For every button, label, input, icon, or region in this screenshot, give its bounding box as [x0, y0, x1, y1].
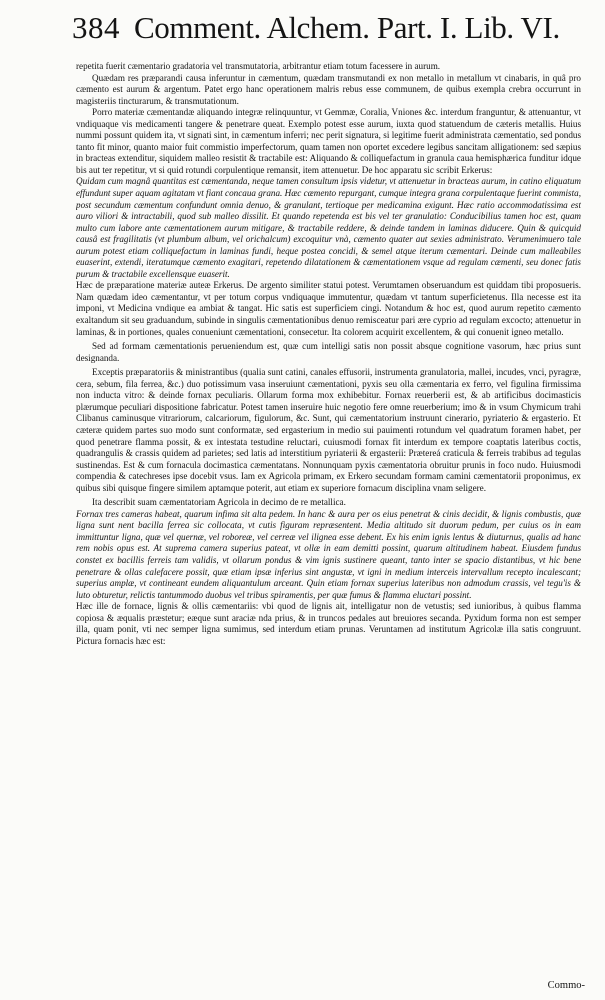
- erkerus-quotation: Quidam cum magnâ quantitas est cæmentanda, neque tamen consultum ipsis videtur, vt attenuetur in bracteas aurum, in catino eliquatum effundunt super aquam agitatam vt fiant concaua grana. Hæc cæmento repurgant, cumque integra grana corpulentaque fuerint commista, post secundum cæmentum confundunt omnia denuo, & granulant, tertioque per medicamina exigunt. Hæc ratio accommodatissima est auro viliori & intractabili, quod sub malleo dissilit. Et quando repetenda est bis vel ter granulatio: Conducibilius tamen hoc est, quam multo cum labore ante cæmentationem aurum mitigare, & tractabile reddere, & deinde tandem in laminas diducere. Quin & quicquid causâ est fragilitatis (vt plumbum album, vel orichalcum) excoquitur vnà, cæmento quater aut sexies administrato. Verumenimuero tale aurum potest etiam colliquefactum in laminas fundi, heque postea concidi, & semel atque iterum cæmentari. Deinde cum malleabiles euaserint, extendi, iteratumque cæmento exagitari, repetendo dilatationem & cæmentationem vsque ad regulam cæmenti, seu donec fatis purum & tractabile excellensque euaserit.: [76, 176, 581, 279]
- page-header: [72, 10, 572, 58]
- paragraph-2: Quædam res præparandi causa inferuntur in cæmentum, quædam transmutandi ex non metallo in metallum vt cinabaris, in quâ pro cæmento est aurum & argentum. Patet ergo hanc operationem malris rebus esse communem, de quibus exempla crebra occurrunt in magisteriis tincturarum, & transmutationum.: [76, 72, 581, 106]
- page-number: 384: [72, 10, 120, 45]
- paragraph-1: repetita fuerit cæmentario gradatoria vel transmutatoria, arbitrantur etiam totum facessere in aurum.: [76, 61, 441, 71]
- running-title: Comment. Alchem. Part. I. Lib. VI.: [134, 10, 560, 45]
- agricola-quotation: Fornax tres cameras habeat, quarum infima sit alta pedem. In hanc & aura per os eius penetrat & cinis decidit, & lignis combustis, quæ ligna sunt nent bacilla ferrea sic collocata, vt cutis figuram repræsentent. Media altitudo sit duorum pedum, per cuius os in eam immittuntur ligna, quæ vel quernæ, vel roboreæ, vel cerreæ vel ilignea esse debent. Ex his enim ignis lentus & diuturnus, qualis ad hanc rem nobis opus est. At suprema camera superius pateat, vt ollæ in eam demitti possint, quarum altitudinem habeat. Eiusdem fundus constet ex bacillis ferreis tam validis, vt ollarum pondus & vim ignis sustinere queant, tanto inter se spacio distantibus, vt hic bene penetrare & ollas calefacere possit, quæ etiam ipsæ inferius sint angustæ, vt igni in medium interceis intervallum recepto incalescant; superius amplæ, vt contineant eundem aliquantulum arceant. Quin etiam fornax superius lateribus non admodum crassis, vel tegu'is & luto obturetur, relictis tantummodo duobus vel tribus spiramentis, per quæ fumus & flamma eluctari possint.: [76, 508, 581, 600]
- paragraph-5: Hæc de præparatione materiæ auteæ Erkerus. De argento similiter statui potest. Verumtamen obseruandum est quiddam tibi proposueris. Nam quædam ideo cæmentantur, vt per totum corpus vndiquaque immutentur, quædam vt tantum superficietenus. Illa necesse est ita imponi, vt Medicina vndique ea ambiat & tangat. Hic satis est superficiem cingi. Notandum & hoc est, quod aurum repetito cæmento exaltandum sit seu graduandum, subinde in singulis cæmentationibus denuo remisceatur pari ære cyprio ad regulam excocto; attenuetur in laminas, & in portiones, quales conueniunt cæmentationi, consecetur. Ita colorem acquirit excellentem, & qui conuenit igneo metallo.: [76, 280, 581, 337]
- paragraph-7: Exceptis præparatoriis & ministrantibus (qualia sunt catini, canales effusorii, instrumenta granulatoria, mallei, incudes, vnci, pyragræ, cera, sebum, fila ferrea, &c.) duo potissimum vasa inseruiunt cæmentationi, pyxis seu olla cæmentaria ex ferro, vel figulina firmissima non inducta vitro: & deinde fornax peculiaris. Ollarum forma mox exhibebitur. Fornax reuerberii est, & ab artificibus docimasticis plærumque peculiari dispositione fabricatur. Potest tamen inseruire huic negotio fere omne reuerberium; imo & in vsum Chymicum trahi Clibanus caminusque vitrariorum, calcariorum, figulorum, &c. Sunt, qui cæmentatorium instruunt cinerario, pyriaterio & ergasterio. Et cæteræ quidem partes suo modo sunt conformatæ, sed ergasterium in medio sui pauimenti rotundum vel quadratum foramen habet, per quod penetrare flamma possit, & ex intestata testudine reluctari, cuiusmodi fornax fit interdum ex tempore coaptatis lateribus coctis, quadrangulis & crassis quidem ad parietes; sed latis ad interstitium pyriaterii & ergasterii: Prætereá craticula & ferreis trabibus ad tegulas sustinendas. Est & cum fornacula docimastica cæmentatans. Nonnunquam pyxis cæmentatoria obruitur prunis in foco nudo. Huiusmodi compendia & catechreses ipse docebit vsus. Iam ex Agricola primam, ex Erkero secundam formam camini cæmentatorii proponimus, ex quibus sibi quisque fingere similem aptamque poterit, aut etiam ex superiore fornacum disciplina vnam seligere.: [76, 367, 581, 493]
- paragraph-6: Sed ad formam cæmentationis perueniendum est, quæ cum intelligi satis non possit absque cognitione vasorum, hæc prius sunt designanda.: [76, 341, 581, 363]
- paragraph-10: Hæc ille de fornace, lignis & ollis cæmentariis: vbi quod de lignis ait, intelligatur non de vetustis; sed iunioribus, à quibus flamma copiosa & æqualis præstetur; eæque sunt araciæ nda prius, & in truncos pedales aut breuiores secanda. Pyxidum forma non est semper illa, quam ponit, vti nec semper ligna sumimus, sed interdum etiam prunas. Veruntamen ad institutum Agricolæ illa satis congruunt. Pictura fornacis hæc est:: [76, 601, 581, 646]
- main-text: [76, 61, 581, 973]
- catchword: Commo-: [547, 980, 585, 991]
- paragraph-3: Porro materiæ cæmentandæ aliquando integræ relinquuntur, vt Gemmæ, Coralia, Vniones &c. interdum franguntur, & attenuantur, vt vndiquaque vis medicamenti tangere & penetrare queat. Exemplo potest esse aurum, iuxta quod statuendum de cæteris metallis. Huius nummi possunt quidem ita, vt signati sint, in cæmentum inferri; nec perit signatura, si legitime fuerit administrata cæmentatio, sed pondus tanto fit minor, quanto maior fuit commistio imperfectorum, quam tamen non oportet excedere legibus sancitam alligationem: sed sæpius in bracteas extenditur, siquidem malleo resistit & tractabile est: Aliquando & colliquefactum in granula caua hemisphærica funditur idque bis aut ter repetitur, vt si quid rotundi corpulentique remansit, item attenuetur. De hoc apparatu sic scribit Erkerus:: [76, 107, 581, 175]
- paragraph-8: Ita describit suam cæmentatoriam Agricola in decimo de re metallica.: [92, 497, 346, 508]
